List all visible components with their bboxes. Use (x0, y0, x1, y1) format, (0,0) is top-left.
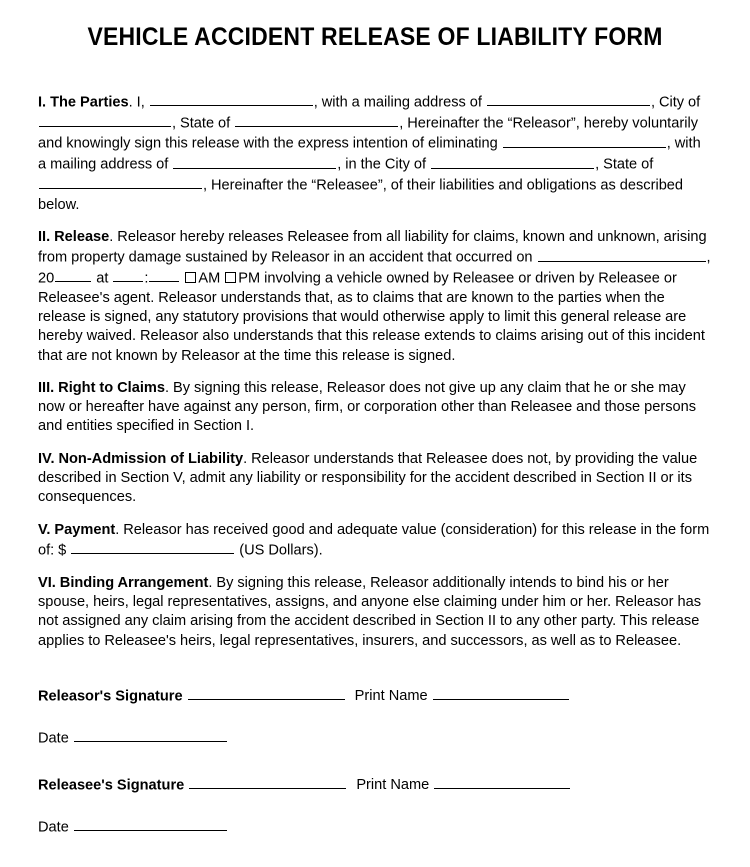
section-heading-the-parties: I. The Parties (38, 94, 129, 111)
releasor-date-row (38, 728, 712, 749)
pm-checkbox[interactable] (225, 272, 236, 283)
accident-minute-blank[interactable] (149, 268, 179, 282)
releasee-date-row (38, 817, 712, 838)
parties-text-2: , with a mailing address of (313, 94, 482, 111)
releasee-city-blank[interactable] (431, 154, 594, 168)
releasee-signature-row (38, 775, 712, 796)
section-heading-right-to-claims: III. Right to Claims (38, 379, 165, 396)
releasee-signature-block (38, 775, 712, 837)
right-to-claims-text: . By signing this release, Releasor does not give up any claim that he or she may now or hereafter have against any person, firm, or corporation other than Releasee and those persons and entities specified in Section I. (38, 379, 697, 435)
releasor-signature-label: Releasor's Signature (38, 688, 183, 705)
parties-text-3: , City of (650, 94, 701, 111)
releasor-signature-row (38, 686, 712, 707)
section-release (38, 228, 712, 366)
releasee-signature-blank[interactable] (189, 775, 346, 789)
releasor-date-label: Date (38, 730, 69, 747)
releasee-name-blank[interactable] (503, 133, 666, 147)
parties-text-7: , in the City of (337, 156, 427, 173)
releasor-date-blank[interactable] (74, 728, 227, 742)
section-the-parties (38, 92, 712, 215)
accident-date-blank[interactable] (538, 247, 706, 261)
releasee-address-blank[interactable] (173, 154, 336, 168)
parties-text-1: . I, (128, 94, 145, 111)
releasee-date-label: Date (38, 819, 69, 836)
releasee-print-name-blank[interactable] (434, 775, 570, 789)
releasor-signature-blank[interactable] (188, 686, 345, 700)
parties-text-4: , State of (172, 115, 231, 132)
releasee-print-name-label: Print Name (356, 777, 430, 794)
section-heading-payment: V. Payment (38, 521, 116, 538)
release-text-3: at (96, 270, 109, 287)
parties-address-blank[interactable] (487, 92, 650, 106)
pm-label: PM (238, 270, 261, 287)
releasee-state-blank[interactable] (39, 175, 202, 189)
binding-arrangement-text: . By signing this release, Releasor additionally intends to bind his or her spouse, heirs, legal representatives, assigns, and anyone else claiming under him or her. Releasor has not assigned any claim arising from the accident described in Section II to any other party. This release applies to Releasee's heirs, legal representatives, insurers, and successors, as well as to Releasee. (38, 574, 701, 649)
accident-hour-blank[interactable] (113, 268, 143, 282)
parties-city-blank[interactable] (39, 113, 171, 127)
releasee-date-blank[interactable] (74, 817, 227, 831)
parties-text-8: , State of (595, 156, 654, 173)
non-admission-text: . Releasor understands that Releasee does not, by providing the value described in Section V, admit any liability or responsibility for the accident described in Section II or its consequences. (38, 450, 698, 506)
section-non-admission (38, 450, 712, 508)
parties-text-9: , Hereinafter the “Releasee”, of their liabilities and obligations as described below. (38, 177, 684, 213)
releasor-print-name-label: Print Name (354, 688, 428, 705)
section-binding-arrangement (38, 574, 712, 651)
parties-text-6: , with a mailing address of (38, 135, 701, 173)
accident-year-blank[interactable] (55, 268, 91, 282)
release-text-2: , 20 (38, 249, 711, 287)
release-text-4: : (144, 270, 149, 287)
am-label: AM (198, 270, 221, 287)
release-text-5: involving a vehicle owned by Releasee or driven by Releasee or Releasee's agent. Releasor understands that, as to claims that are known to the parties when the release is signed, any statutory provisions that would otherwise apply to limit this general release are hereby waived. Releasor also understands that this release extends to claims arising out of this incident that are not known by Releasor at the time this release is signed. (38, 270, 705, 364)
section-right-to-claims (38, 379, 712, 437)
section-heading-release: II. Release (38, 228, 110, 245)
parties-name-blank[interactable] (150, 92, 313, 106)
release-text-1: . Releasor hereby releases Releasee from all liability for claims, known and unknown, arising from property damage sustained by Releasor in an accident that occurred on (38, 228, 707, 266)
page-title: VEHICLE ACCIDENT RELEASE OF LIABILITY FORM (87, 23, 663, 51)
section-heading-binding-arrangement: VI. Binding Arrangement (38, 574, 209, 591)
payment-amount-blank[interactable] (71, 540, 234, 554)
am-checkbox[interactable] (185, 272, 196, 283)
releasor-signature-block (38, 686, 712, 748)
releasee-signature-label: Releasee's Signature (38, 777, 185, 794)
section-payment (38, 521, 712, 561)
payment-text-1: . Releasor has received good and adequate value (consideration) for this release in the form of: $ (38, 521, 710, 559)
releasor-print-name-blank[interactable] (433, 686, 569, 700)
parties-text-5: , Hereinafter the “Releasor”, hereby voluntarily and knowingly sign this release with the express intention of eliminating (38, 115, 698, 152)
payment-text-2: (US Dollars). (239, 542, 323, 559)
document-body (38, 92, 712, 651)
section-heading-non-admission: IV. Non-Admission of Liability (38, 450, 244, 467)
parties-state-blank[interactable] (235, 113, 398, 127)
